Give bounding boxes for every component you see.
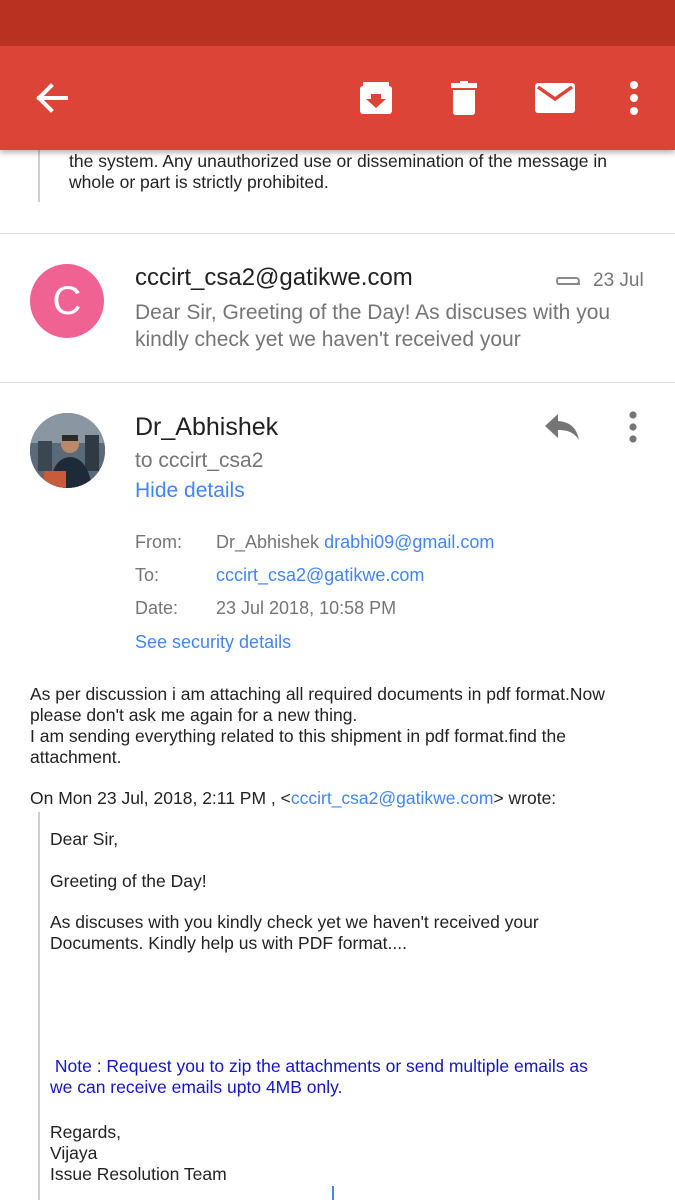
sender-avatar: C bbox=[30, 264, 104, 338]
from-value bbox=[216, 532, 494, 553]
sender-photo-avatar bbox=[30, 413, 105, 488]
archive-button[interactable] bbox=[350, 46, 402, 150]
collapsed-sender: cccirt_csa2@gatikwe.com bbox=[135, 264, 413, 291]
to-email-link[interactable]: cccirt_csa2@gatikwe.com bbox=[216, 565, 425, 585]
delete-icon bbox=[450, 81, 478, 115]
from-label: From: bbox=[135, 532, 182, 552]
more-vert-icon bbox=[629, 81, 639, 115]
more-vert-icon bbox=[627, 410, 639, 444]
status-bar bbox=[0, 0, 675, 46]
text-cursor bbox=[332, 1186, 334, 1200]
attachment-icon bbox=[549, 274, 583, 293]
to-label: To: bbox=[135, 565, 160, 585]
quote-bar bbox=[38, 812, 40, 1200]
quoted-paragraph: As discuses with you kindly check yet we haven't received your Documents. Kindly help us with PDF format.... bbox=[50, 912, 539, 953]
app-bar bbox=[0, 46, 675, 150]
quoted-greeting: Dear Sir, bbox=[50, 829, 119, 849]
quote-header: On Mon 23 Jul, 2018, 2:11 PM , <cccirt_csa2@gatikwe.com> wrote: bbox=[30, 788, 557, 808]
message-body: As per discussion i am attaching all required documents in pdf format.Now please don't ask me again for a new thing. I am sending everything related to this shipment in pdf format.find the attachment. bbox=[30, 684, 605, 767]
from-name: Dr_Abhishek bbox=[216, 532, 320, 552]
quoted-signature: Regards, Vijaya Issue Resolution Team bbox=[50, 1122, 227, 1184]
hide-details-link[interactable]: Hide details bbox=[135, 479, 245, 502]
back-button[interactable] bbox=[22, 46, 82, 150]
archive-icon bbox=[359, 81, 393, 115]
quoted-note: Note : Request you to zip the attachments or send multiple emails as we can receive emails upto 4MB only. bbox=[50, 1056, 588, 1097]
more-options-button[interactable] bbox=[614, 46, 654, 150]
from-email-link[interactable]: drabhi09@gmail.com bbox=[324, 532, 495, 552]
delete-button[interactable] bbox=[438, 46, 490, 150]
expanded-sender: Dr_Abhishek bbox=[135, 413, 279, 441]
collapsed-snippet: Dear Sir, Greeting of the Day! As discuses with you kindly check yet we haven't received your bbox=[135, 301, 611, 351]
arrow-back-icon bbox=[35, 83, 69, 113]
recipient-summary: to cccirt_csa2 bbox=[135, 449, 264, 472]
quoted-greeting-day: Greeting of the Day! bbox=[50, 871, 207, 891]
mail-icon bbox=[535, 83, 575, 113]
security-details-link[interactable]: See security details bbox=[135, 632, 292, 652]
date-label: Date: bbox=[135, 598, 179, 618]
quote-email-link[interactable]: cccirt_csa2@gatikwe.com bbox=[290, 788, 494, 808]
reply-button[interactable] bbox=[543, 412, 581, 447]
reply-icon bbox=[543, 412, 581, 442]
previous-message-text: the system. Any unauthorized use or dissemination of the message in whole or part is strictly prohibited. bbox=[69, 151, 607, 192]
date-value: 23 Jul 2018, 10:58 PM bbox=[216, 598, 397, 618]
message-more-button[interactable] bbox=[627, 410, 639, 449]
collapsed-date: 23 Jul bbox=[593, 270, 644, 291]
mark-unread-button[interactable] bbox=[528, 46, 582, 150]
